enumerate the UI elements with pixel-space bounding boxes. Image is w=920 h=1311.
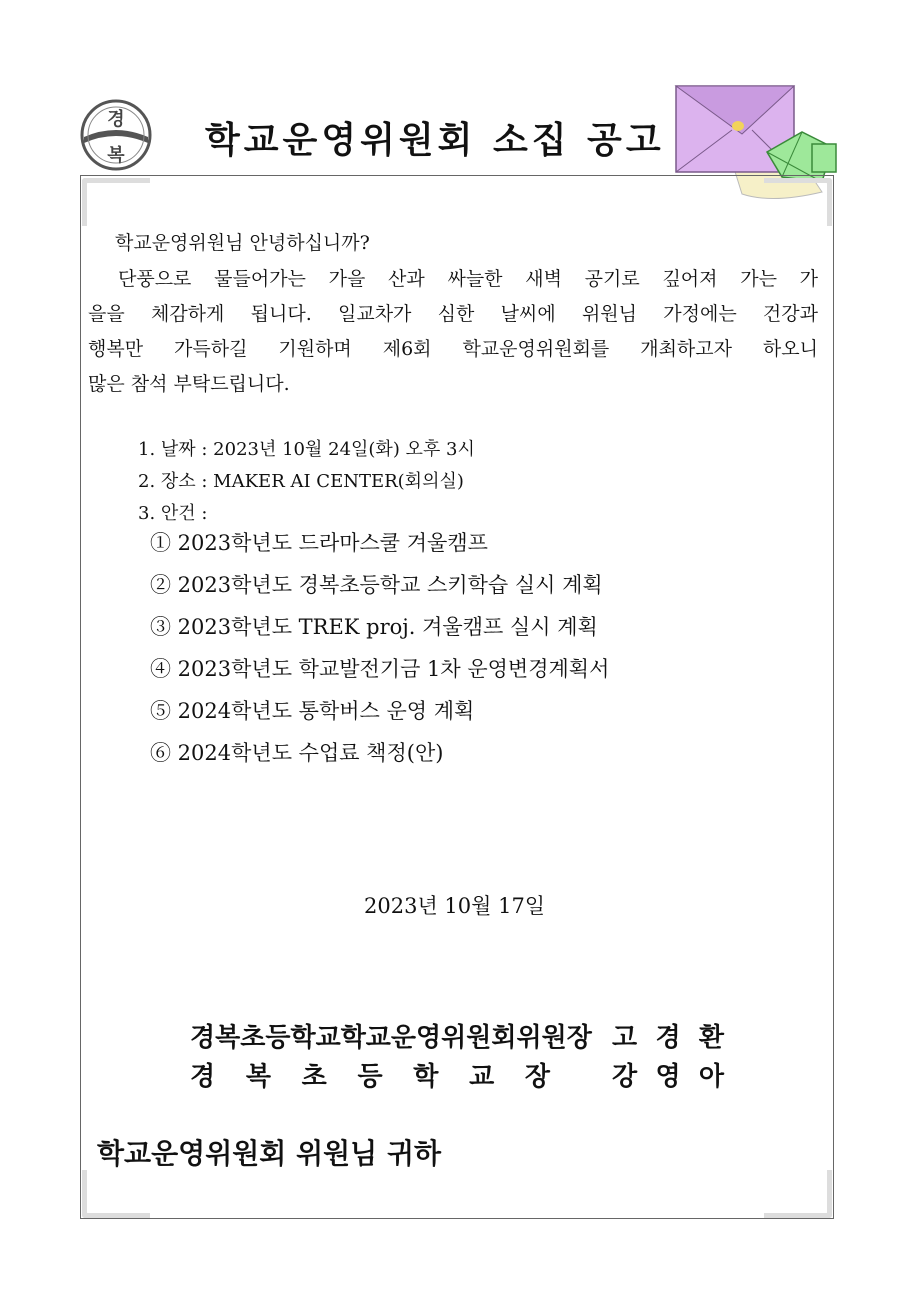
frame-corner-decoration xyxy=(762,178,832,228)
page-title: 학교운영위원회 소집 공고 xyxy=(205,120,665,161)
agenda-item: ① 2023학년도 드라마스쿨 겨울캠프 xyxy=(150,531,488,555)
paragraph-line: 행복만 가득하길 기원하며 제6회 학교운영위원회를 개최하고자 하오니 xyxy=(88,338,818,360)
logo-text-bottom: 복 xyxy=(107,145,125,166)
school-emblem-logo xyxy=(80,95,152,175)
greeting: 학교운영위원님 안녕하십니까? xyxy=(115,232,370,254)
agenda-item: ② 2023학년도 경복초등학교 스키학습 실시 계획 xyxy=(150,573,603,597)
meeting-agenda-label: 3. 안건 : xyxy=(138,503,208,524)
paragraph-line: 을을 체감하게 됩니다. 일교차가 심한 날씨에 위원님 가정에는 건강과 xyxy=(88,303,818,325)
agenda-item: ⑥ 2024학년도 수업료 책정(안) xyxy=(150,741,444,765)
agenda-item: ③ 2023학년도 TREK proj. 겨울캠프 실시 계획 xyxy=(150,615,598,639)
chairperson-title: 경복초등학교학교운영위원회위원장 xyxy=(190,1023,592,1053)
frame-corner-decoration xyxy=(82,178,152,228)
intro-paragraph xyxy=(88,262,818,402)
principal-title: 경 복 초 등 학 교 장 xyxy=(190,1062,550,1092)
chairperson-name: 고 경 환 xyxy=(612,1023,724,1053)
notice-date: 2023년 10월 17일 xyxy=(364,894,546,918)
meeting-place-item: 2. 장소 : MAKER AI CENTER(회의실) xyxy=(138,471,464,492)
principal-name: 강 영 아 xyxy=(612,1062,724,1092)
logo-text-top: 경 xyxy=(107,109,125,130)
recipient-line: 학교운영위원회 위원님 귀하 xyxy=(97,1137,442,1170)
agenda-item: ⑤ 2024학년도 통학버스 운영 계획 xyxy=(150,699,475,723)
paragraph-line: 단풍으로 물들어가는 가을 산과 싸늘한 새벽 공기로 깊어져 가는 가 xyxy=(118,268,818,290)
frame-corner-decoration xyxy=(762,1168,832,1218)
agenda-item: ④ 2023학년도 학교발전기금 1차 운영변경계획서 xyxy=(150,657,610,681)
frame-corner-decoration xyxy=(82,1168,152,1218)
paragraph-line: 많은 참석 부탁드립니다. xyxy=(88,373,290,395)
meeting-date-item: 1. 날짜 : 2023년 10월 24일(화) 오후 3시 xyxy=(138,439,475,460)
